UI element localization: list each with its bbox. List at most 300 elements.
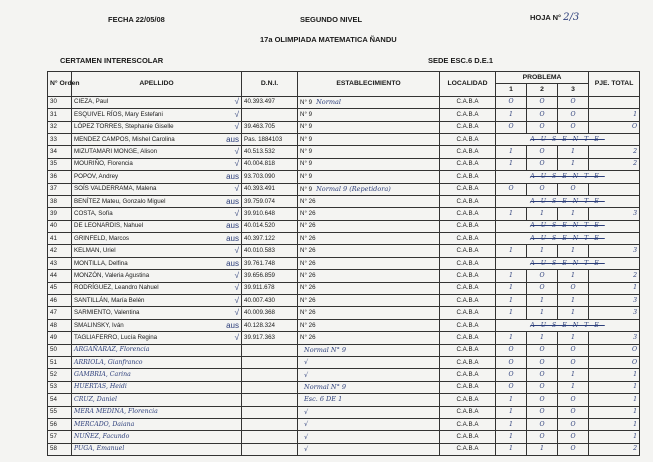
check-mark: √	[234, 308, 239, 318]
col-apellido: APELLIDO	[72, 72, 242, 97]
locality-cell: C.A.B.A	[440, 270, 496, 282]
level-label: SEGUNDO NIVEL	[300, 15, 363, 24]
school-cell	[298, 443, 440, 455]
score-p2: O	[527, 356, 558, 368]
dni-cell	[242, 431, 298, 443]
dni-cell: 39.759.074	[242, 195, 298, 207]
student-name	[72, 394, 242, 406]
student-name	[72, 146, 242, 158]
score-total: 3	[589, 245, 640, 257]
score-total: 2	[589, 158, 640, 170]
row-number: 34	[48, 146, 72, 158]
locality-cell: C.A.B.A	[440, 257, 496, 269]
row-number: 49	[48, 332, 72, 344]
score-p2: 1	[527, 332, 558, 344]
score-p3: 1	[558, 381, 589, 393]
row-number: 36	[48, 171, 72, 183]
student-name-text: PUGA, Emanuel	[74, 445, 125, 453]
row-number: 37	[48, 183, 72, 195]
score-total	[589, 96, 640, 108]
score-p1: 1	[496, 431, 527, 443]
locality-cell: C.A.B.A	[440, 406, 496, 418]
school-cell	[298, 220, 440, 232]
student-name	[72, 158, 242, 170]
dni-cell: 40.004.818	[242, 158, 298, 170]
score-p3: 1	[558, 369, 589, 381]
school-text: N° 9	[300, 110, 313, 118]
score-p3: O	[558, 406, 589, 418]
student-name	[72, 257, 242, 269]
dni-cell: 40.513.532	[242, 146, 298, 158]
student-name	[72, 282, 242, 294]
school-text: N° 9	[300, 172, 313, 180]
student-name-text: POPOV, Andrey	[74, 172, 119, 180]
score-total: 1	[589, 381, 640, 393]
score-p1: 1	[496, 245, 527, 257]
row-number: 47	[48, 307, 72, 319]
score-p2: O	[527, 344, 558, 356]
locality-cell: C.A.B.A	[440, 344, 496, 356]
dni-cell: 93.703.090	[242, 171, 298, 183]
table-row	[48, 295, 640, 307]
score-p1: O	[496, 183, 527, 195]
score-p1: 1	[496, 282, 527, 294]
school-cell	[298, 158, 440, 170]
dni-cell	[242, 381, 298, 393]
score-total: 1	[589, 406, 640, 418]
score-p1: O	[496, 381, 527, 393]
score-p1: 1	[496, 158, 527, 170]
school-cell	[298, 233, 440, 245]
row-number: 56	[48, 418, 72, 430]
absent-mark: AUSENTE	[496, 319, 640, 331]
score-p2: 1	[527, 208, 558, 220]
student-name-text: GAMBRIA, Carina	[74, 371, 131, 379]
score-p3: 1	[558, 332, 589, 344]
school-cell	[298, 431, 440, 443]
table-row	[48, 307, 640, 319]
school-note: Esc. 6 DE 1	[304, 395, 343, 404]
row-number: 32	[48, 121, 72, 133]
locality-cell: C.A.B.A	[440, 96, 496, 108]
score-p1: 1	[496, 418, 527, 430]
student-name	[72, 431, 242, 443]
score-p1: O	[496, 356, 527, 368]
dni-cell: 39.917.363	[242, 332, 298, 344]
score-total: O	[589, 121, 640, 133]
school-note: √	[304, 370, 309, 379]
absent-mark: AUSENTE	[496, 220, 640, 232]
score-p2: O	[527, 406, 558, 418]
score-p3: 1	[558, 270, 589, 282]
school-text: N° 26	[300, 222, 316, 230]
locality-cell: C.A.B.A	[440, 109, 496, 121]
row-number: 30	[48, 96, 72, 108]
locality-cell: C.A.B.A	[440, 195, 496, 207]
table-row	[48, 394, 640, 406]
student-name	[72, 443, 242, 455]
locality-cell: C.A.B.A	[440, 418, 496, 430]
table-row	[48, 443, 640, 455]
col-problema: PROBLEMA	[496, 72, 589, 84]
row-number: 52	[48, 369, 72, 381]
student-name-text: MIZUTAMARI MONGE, Alison	[74, 148, 158, 156]
dni-cell	[242, 418, 298, 430]
school-cell	[298, 121, 440, 133]
student-name-text: GRINFELD, Marcos	[74, 234, 130, 242]
school-cell	[298, 319, 440, 331]
sheet-label: HOJA N°	[530, 13, 562, 22]
table-row	[48, 418, 640, 430]
table-row	[48, 406, 640, 418]
col-p1: 1	[496, 84, 527, 96]
score-p2: O	[527, 282, 558, 294]
table-row	[48, 356, 640, 368]
student-name	[72, 381, 242, 393]
student-name-text: MONTILLA, Delfina	[74, 259, 128, 267]
locality-cell: C.A.B.A	[440, 356, 496, 368]
school-text: N° 9	[300, 98, 313, 106]
score-p3: O	[558, 121, 589, 133]
table-row	[48, 381, 640, 393]
row-number: 42	[48, 245, 72, 257]
check-mark: aus	[226, 233, 239, 243]
score-p1: 1	[496, 270, 527, 282]
score-p1: O	[496, 369, 527, 381]
school-cell	[298, 257, 440, 269]
student-name	[72, 356, 242, 368]
school-text: N° 9	[300, 185, 313, 193]
score-p3: 1	[558, 158, 589, 170]
student-name-text: RODRÍGUEZ, Leandro Nahuel	[74, 284, 159, 292]
school-text: N° 26	[300, 234, 316, 242]
score-total: 1	[589, 431, 640, 443]
table-row	[48, 369, 640, 381]
check-mark: √	[234, 97, 239, 107]
school-note: √	[304, 420, 309, 429]
student-name	[72, 270, 242, 282]
score-p1: 1	[496, 208, 527, 220]
student-name	[72, 344, 242, 356]
row-number: 57	[48, 431, 72, 443]
locality-cell: C.A.B.A	[440, 394, 496, 406]
school-cell	[298, 133, 440, 145]
school-text: N° 26	[300, 333, 316, 341]
dni-cell	[242, 394, 298, 406]
locality-cell: C.A.B.A	[440, 319, 496, 331]
school-cell	[298, 394, 440, 406]
dni-cell: 40.007.430	[242, 295, 298, 307]
school-cell	[298, 282, 440, 294]
school-text: N° 26	[300, 284, 316, 292]
score-p2: O	[527, 369, 558, 381]
score-total: 1	[589, 394, 640, 406]
student-name	[72, 109, 242, 121]
check-mark: √	[234, 109, 239, 119]
row-number: 39	[48, 208, 72, 220]
locality-cell: C.A.B.A	[440, 295, 496, 307]
table-row	[48, 270, 640, 282]
sheet-value: 2/3	[563, 12, 580, 23]
locality-cell: C.A.B.A	[440, 307, 496, 319]
school-text: N° 9	[300, 160, 313, 168]
school-text: N° 9	[300, 135, 313, 143]
school-note: Normal	[316, 97, 341, 106]
score-p2: 1	[527, 443, 558, 455]
dni-cell: 40.393.491	[242, 183, 298, 195]
table-row	[48, 208, 640, 220]
student-name	[72, 295, 242, 307]
sheet-number	[530, 12, 579, 23]
check-mark: √	[234, 295, 239, 305]
table-row	[48, 183, 640, 195]
check-mark: √	[234, 270, 239, 280]
student-name	[72, 418, 242, 430]
school-cell	[298, 369, 440, 381]
student-name	[72, 183, 242, 195]
dni-cell: 40.010.583	[242, 245, 298, 257]
dni-cell: 40.393.497	[242, 96, 298, 108]
score-p1: O	[496, 121, 527, 133]
locality-cell: C.A.B.A	[440, 443, 496, 455]
score-total: 3	[589, 332, 640, 344]
score-p2: O	[527, 96, 558, 108]
score-p1: 1	[496, 332, 527, 344]
student-name-text: MOURIÑO, Florencia	[74, 160, 133, 168]
check-mark: aus	[226, 258, 239, 268]
score-total: O	[589, 356, 640, 368]
student-name	[72, 307, 242, 319]
score-p1: 1	[496, 394, 527, 406]
score-total: 1	[589, 369, 640, 381]
student-name-text: MENDEZ CAMPOS, Mishel Carolina	[74, 135, 175, 143]
score-p3: O	[558, 418, 589, 430]
check-mark: aus	[226, 221, 239, 231]
row-number: 35	[48, 158, 72, 170]
student-name-text: TAGLIAFERRO, Lucía Regina	[74, 333, 158, 341]
col-pje: PJE. TOTAL	[589, 72, 640, 97]
absent-mark: AUSENTE	[496, 195, 640, 207]
table-row	[48, 245, 640, 257]
school-cell	[298, 245, 440, 257]
score-total: 3	[589, 208, 640, 220]
score-total: 2	[589, 146, 640, 158]
table-row	[48, 133, 640, 145]
school-cell	[298, 332, 440, 344]
row-number: 33	[48, 133, 72, 145]
school-note: Normal N° 9	[304, 345, 347, 354]
score-total: 3	[589, 295, 640, 307]
table-row	[48, 220, 640, 232]
row-number: 41	[48, 233, 72, 245]
school-cell	[298, 381, 440, 393]
score-p3: O	[558, 96, 589, 108]
student-name	[72, 332, 242, 344]
locality-cell: C.A.B.A	[440, 146, 496, 158]
score-p1: 1	[496, 307, 527, 319]
school-text: N° 26	[300, 309, 316, 317]
table-row	[48, 319, 640, 331]
score-p1: 1	[496, 146, 527, 158]
school-text: N° 26	[300, 321, 316, 329]
locality-cell: C.A.B.A	[440, 183, 496, 195]
dni-cell	[242, 109, 298, 121]
row-number: 58	[48, 443, 72, 455]
row-number: 38	[48, 195, 72, 207]
table-row	[48, 96, 640, 108]
student-name	[72, 233, 242, 245]
col-p2: 2	[527, 84, 558, 96]
date-label: FECHA 22/05/08	[108, 15, 165, 24]
check-mark: aus	[226, 196, 239, 206]
check-mark: √	[234, 159, 239, 169]
dni-cell: Pas. 1884103	[242, 133, 298, 145]
dni-cell: 39.463.705	[242, 121, 298, 133]
locality-cell: C.A.B.A	[440, 220, 496, 232]
dni-cell: 39.656.859	[242, 270, 298, 282]
school-cell	[298, 270, 440, 282]
score-p2: O	[527, 394, 558, 406]
table-row	[48, 171, 640, 183]
olympiad-title: 17a OLIMPIADA MATEMATICA ÑANDU	[260, 35, 397, 44]
school-note: Normal 9 (Repetidora)	[316, 184, 391, 193]
score-p2: O	[527, 418, 558, 430]
row-number: 55	[48, 406, 72, 418]
school-cell	[298, 418, 440, 430]
row-number: 46	[48, 295, 72, 307]
dni-cell: 39.761.748	[242, 257, 298, 269]
score-total: O	[589, 344, 640, 356]
student-name-text: LÓPEZ TORRES, Stephanie Giselle	[74, 123, 174, 131]
table-row	[48, 431, 640, 443]
table-row	[48, 332, 640, 344]
dni-cell: 40.014.520	[242, 220, 298, 232]
score-p1: O	[496, 344, 527, 356]
score-p3: O	[558, 183, 589, 195]
absent-mark: AUSENTE	[496, 257, 640, 269]
col-establecimiento: ESTABLECIMIENTO	[298, 72, 440, 97]
student-name-text: MONZÓN, Valeria Agustina	[74, 271, 150, 279]
row-number: 53	[48, 381, 72, 393]
score-p2: O	[527, 270, 558, 282]
student-name-text: HUERTAS, Heidi	[74, 383, 127, 391]
student-name	[72, 208, 242, 220]
score-total: 1	[589, 109, 640, 121]
student-name-text: NUÑEZ, Facundo	[74, 433, 130, 441]
locality-cell: C.A.B.A	[440, 431, 496, 443]
school-cell	[298, 146, 440, 158]
score-p2: O	[527, 146, 558, 158]
contest-label: CERTAMEN INTERESCOLAR	[60, 56, 164, 65]
school-cell	[298, 344, 440, 356]
school-note: √	[304, 444, 309, 453]
locality-cell: C.A.B.A	[440, 282, 496, 294]
col-localidad: LOCALIDAD	[440, 72, 496, 97]
score-p2: O	[527, 183, 558, 195]
dni-cell	[242, 443, 298, 455]
score-p3: 1	[558, 245, 589, 257]
locality-cell: C.A.B.A	[440, 171, 496, 183]
row-number: 44	[48, 270, 72, 282]
locality-cell: C.A.B.A	[440, 133, 496, 145]
check-mark: √	[234, 122, 239, 132]
score-p2: O	[527, 431, 558, 443]
score-p2: O	[527, 158, 558, 170]
score-p3: 1	[558, 295, 589, 307]
locality-cell: C.A.B.A	[440, 208, 496, 220]
score-p3: O	[558, 443, 589, 455]
score-p1: 1	[496, 109, 527, 121]
score-p1: O	[496, 96, 527, 108]
locality-cell: C.A.B.A	[440, 245, 496, 257]
row-number: 48	[48, 319, 72, 331]
school-cell	[298, 171, 440, 183]
row-number: 43	[48, 257, 72, 269]
student-name	[72, 121, 242, 133]
student-name-text: SOÍS VALDERRAMA, Malena	[74, 185, 157, 193]
score-total: 2	[589, 270, 640, 282]
school-cell	[298, 96, 440, 108]
score-p3: O	[558, 431, 589, 443]
check-mark: √	[234, 246, 239, 256]
score-p2: O	[527, 121, 558, 133]
col-p3: 3	[558, 84, 589, 96]
student-name-text: KELMAN, Uriel	[74, 247, 116, 255]
absent-mark: AUSENTE	[496, 133, 640, 145]
check-mark: √	[234, 147, 239, 157]
locality-cell: C.A.B.A	[440, 369, 496, 381]
school-text: N° 9	[300, 123, 313, 131]
locality-cell: C.A.B.A	[440, 332, 496, 344]
student-name	[72, 406, 242, 418]
student-name-text: BENÍTEZ Mateu, Gonzalo Miguel	[74, 197, 166, 205]
row-number: 31	[48, 109, 72, 121]
school-text: N° 26	[300, 259, 316, 267]
score-p3: 1	[558, 307, 589, 319]
school-cell	[298, 208, 440, 220]
check-mark: aus	[226, 134, 239, 144]
dni-cell: 40.397.122	[242, 233, 298, 245]
score-total	[589, 183, 640, 195]
score-p3: O	[558, 344, 589, 356]
school-cell	[298, 307, 440, 319]
school-text: N° 26	[300, 209, 316, 217]
dni-cell	[242, 369, 298, 381]
locality-cell: C.A.B.A	[440, 121, 496, 133]
school-cell	[298, 406, 440, 418]
locality-cell: C.A.B.A	[440, 233, 496, 245]
student-name-text: ARGAÑARAZ, Florencia	[74, 346, 150, 354]
locality-cell: C.A.B.A	[440, 381, 496, 393]
dni-cell: 40.009.368	[242, 307, 298, 319]
student-name	[72, 195, 242, 207]
check-mark: aus	[226, 171, 239, 181]
school-text: N° 9	[300, 148, 313, 156]
student-name	[72, 96, 242, 108]
school-cell	[298, 183, 440, 195]
student-name	[72, 133, 242, 145]
student-name	[72, 319, 242, 331]
table-row	[48, 121, 640, 133]
venue-label: SEDE ESC.6 D.E.1	[428, 56, 494, 65]
check-mark: √	[234, 208, 239, 218]
school-text: N° 26	[300, 197, 316, 205]
table-row	[48, 233, 640, 245]
dni-cell	[242, 356, 298, 368]
school-note: √	[304, 358, 309, 367]
student-name-text: SMALINSKY, Iván	[74, 321, 124, 329]
score-p2: O	[527, 109, 558, 121]
